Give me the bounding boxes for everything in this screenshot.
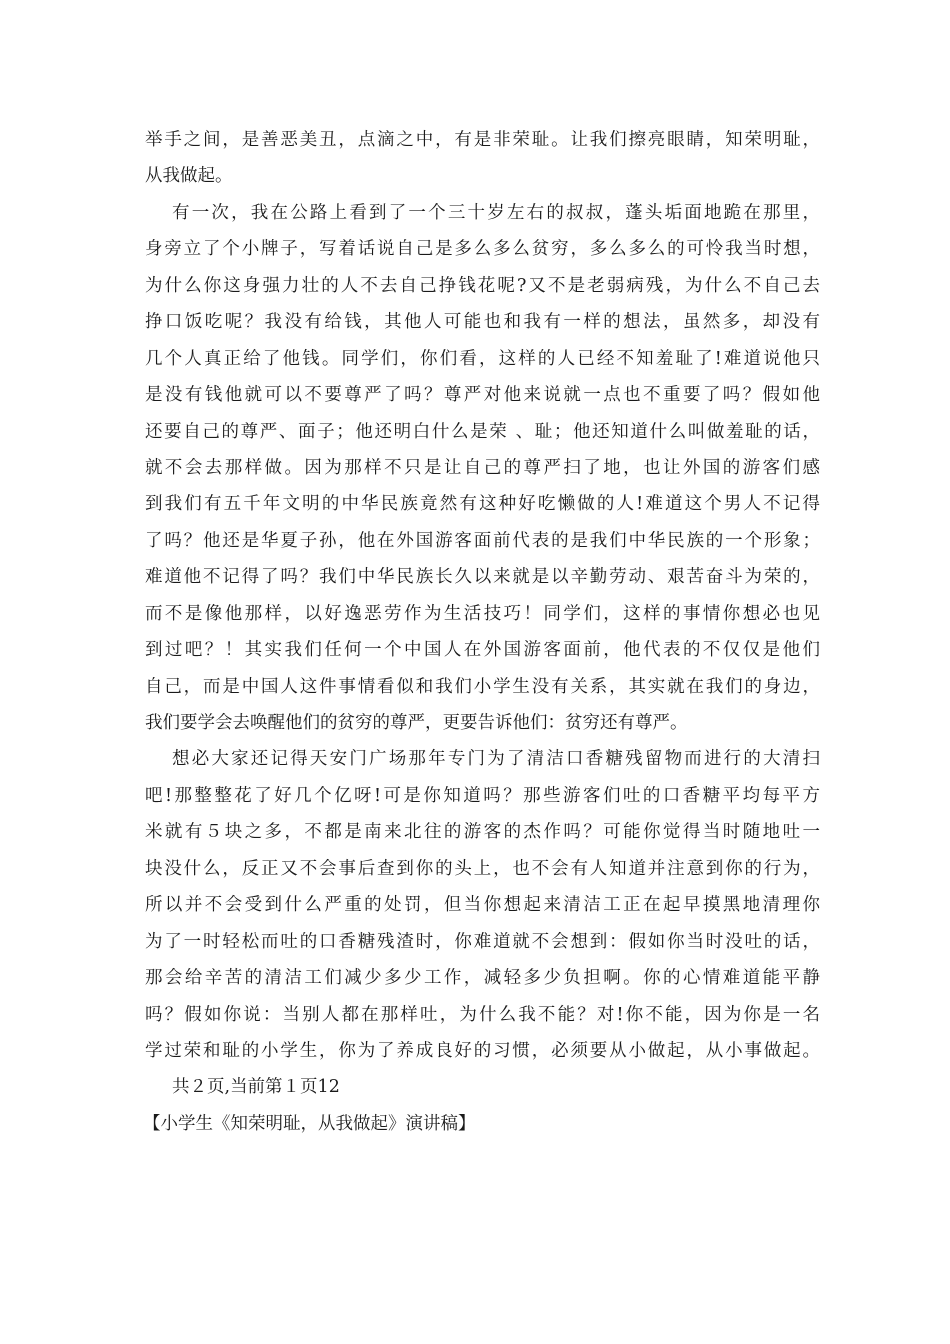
text-line: 几个人真正给了他钱。同学们，你们看，这样的人已经不知羞耻了!难道说他只	[145, 348, 820, 369]
text-line: 难道他不记得了吗？我们中华民族长久以来就是以辛勤劳动、艰苦奋斗为荣的，	[145, 567, 820, 588]
text-line: 是没有钱他就可以不要尊严了吗？尊严对他来说就一点也不重要了吗？假如他	[145, 385, 820, 406]
text-line: 还要自己的尊严、面子；他还明白什么是荣 、耻；他还知道什么叫做羞耻的话，	[145, 421, 820, 442]
text-line: 那会给辛苦的清洁工们减少多少工作，减轻多少负担啊。你的心情难道能平静	[145, 968, 820, 989]
text-line: 学过荣和耻的小学生，你为了养成良好的习惯，必须要从小做起，从小事做起。	[145, 1040, 820, 1061]
paragraph-start-line: 想必大家还记得天安门广场那年专门为了清洁口香糖残留物而进行的大清扫	[172, 749, 820, 770]
text-line: 所以并不会受到什么严重的处罚，但当你想起来清洁工正在起早摸黑地清理你	[145, 895, 820, 916]
document-body	[145, 122, 820, 1142]
text-line: 为什么你这身强力壮的人不去自己挣钱花呢?又不是老弱病残，为什么不自己去	[145, 275, 820, 296]
text-line: 身旁立了个小牌子，写着话说自己是多么多么贫穷，多么多么的可怜我当时想，	[145, 239, 820, 260]
text-line: 挣口饭吃呢？我没有给钱，其他人可能也和我有一样的想法，虽然多，却没有	[145, 312, 820, 333]
text-line: 就不会去那样做。因为那样不只是让自己的尊严扫了地，也让外国的游客们感	[145, 457, 820, 478]
text-line: 我们要学会去唤醒他们的贫穷的尊严，更要告诉他们：贫穷还有尊严。	[145, 713, 688, 733]
text-line: 块没什么，反正又不会事后查到你的头上，也不会有人知道并注意到你的行为，	[145, 858, 820, 879]
pagination-info: 共２页,当前第１页12	[172, 1077, 340, 1098]
text-line: 到过吧？！其实我们任何一个中国人在外国游客面前，他代表的不仅仅是他们	[145, 640, 820, 661]
text-line: 吗？假如你说：当别人都在那样吐，为什么我不能？对!你不能，因为你是一名	[145, 1004, 820, 1025]
text-line: 从我做起。	[145, 166, 233, 187]
text-line: 为了一时轻松而吐的口香糖残渣时，你难道就不会想到：假如你当时没吐的话，	[145, 931, 820, 952]
text-line: 举手之间，是善恶美丑，点滴之中，有是非荣耻。让我们擦亮眼睛，知荣明耻，	[145, 130, 820, 150]
paragraph-start-line: 有一次，我在公路上看到了一个三十岁左右的叔叔，蓬头垢面地跪在那里，	[172, 202, 820, 223]
text-line: 到我们有五千年文明的中华民族竟然有这种好吃懒做的人!难道这个男人不记得	[145, 494, 820, 515]
text-line: 了吗？他还是华夏子孙，他在外国游客面前代表的是我们中华民族的一个形象；	[145, 530, 820, 551]
text-line: 吧!那整整花了好几个亿呀!可是你知道吗？那些游客们吐的口香糖平均每平方	[145, 785, 820, 806]
document-title: 【小学生《知荣明耻，从我做起》演讲稿】	[143, 1113, 476, 1134]
text-line: 米就有５块之多，不都是南来北往的游客的杰作吗？可能你觉得当时随地吐一	[145, 822, 820, 843]
text-line: 自己，而是中国人这件事情看似和我们小学生没有关系，其实就在我们的身边，	[145, 676, 820, 697]
text-line: 而不是像他那样，以好逸恶劳作为生活技巧！同学们，这样的事情你想必也见	[145, 603, 820, 624]
